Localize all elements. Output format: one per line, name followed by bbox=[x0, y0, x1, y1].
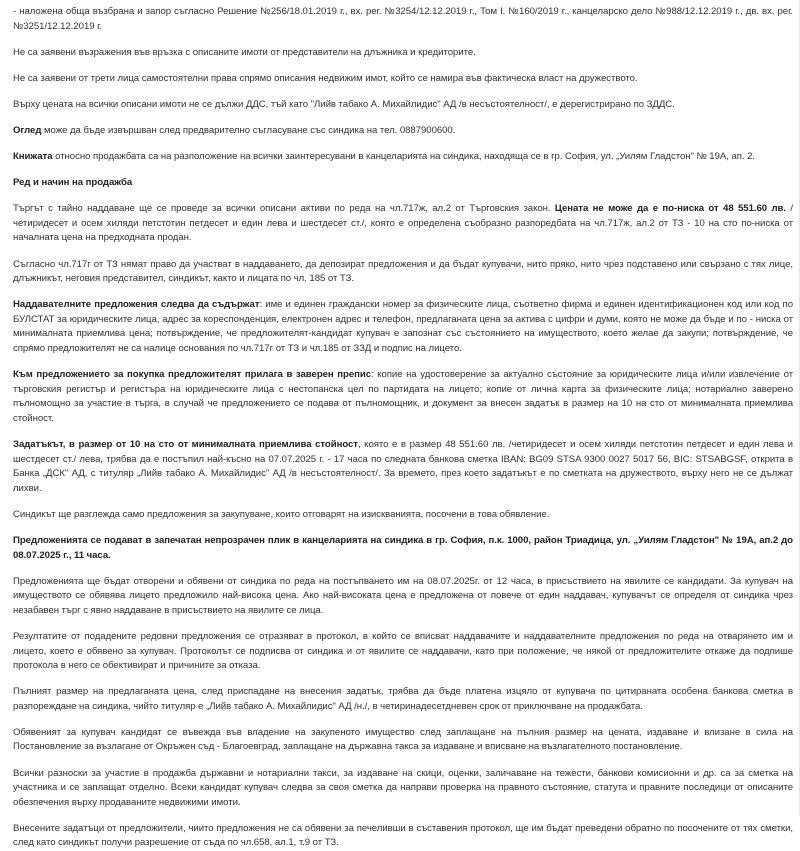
paragraph-inspection bbox=[13, 124, 793, 139]
paragraph-refund: Внесените задатъци от предложители, чиито предложения не са обявени за печеливши в съставения протокол, ще им бъдат преведени обратно по посочените от тях сметки, след като синдикът получи разрешение от съда по чл.658, ал.1, т.9 от ТЗ. bbox=[13, 822, 793, 849]
paragraph-excluded-bidders: Съгласно чл.717г от ТЗ нямат право да участват в наддаването, да депозират предложения и да бъдат купувачи, нито пряко, нито чрез подставено или свързано с тях лице, длъжникът, неговия представител, синдикът, както и лицата по чл. 185 от ТЗ. bbox=[13, 258, 793, 285]
documents-label: Книжата bbox=[13, 151, 53, 163]
paragraph-opening: Предложенията ще бъдат отворени и обявени от синдика по реда на постъпването им на 08.07.2025г. от 12 часа, в присъствието на явилите се кандидати. За купувач на имуществото се обявява лицето предложило най-висока цена. Ако най-високата цена е предложена от повече от един наддавач, купувачът се определя от синдика чрез незабавен търг с явно наддаване в присъствието на явилите се лица. bbox=[13, 575, 793, 616]
paragraph-payment: Пълният размер на предлаганата цена, след приспадане на внесения задатък, трябва да бъде платена изцяло от купувача по цитираната особена банкова сметка в разпореждане на синдика, чийто титуляр е „Лийв табако А. Михайлидис" АД /н./, в четиринадесетдневен срок от приключване на продажбата. bbox=[13, 686, 793, 712]
paragraph-auction-terms: Търгът с тайно наддаване ще се проведе за всички описани активи по реда на чл.717ж, ал.2 от Търговския закон. Цената не може да е по-ниска от 48 551.60 лв. / четиридесет и осем хиляди петстотин петдесет и един лева и шестдесет ст./, която е определена съобразно разпоредбата на чл.717ж, ал.2 от ТЗ - 10 на сто по-ниска от началната цена на предходната продан. bbox=[13, 203, 793, 244]
paragraph-documents bbox=[13, 150, 793, 165]
inspection-text: може да бъде извършван след предварително съгласуване със синдика на тел. 0887900600. bbox=[41, 124, 456, 136]
paragraph-vat: Върху цената на всички описани имоти не се дължи ДДС, тъй като "Лийв табако А. Михайлидис" АД /в несъстоятелност/, е дерегистрирано по ЗДДС. bbox=[13, 98, 675, 110]
paragraph-deposit: Задатъкът, в размер от 10 на сто от минималната приемлива стойност, която е в размер 48 551.60 лв. /четиридесет и осем хиляди петстотин петдесет и един лева и шестдесет ст./ лева, трябва да е постъпил най-късно на 07.07.2025 г. - 17 часа по следната банкова сметка IBAN: BG09 STSA 9300 0027 5017 56, BIC: STSABGSF, открита в Банка „ДСК" АД, с титуляр „Лийв табако А. Михайлидис" АД /в несъстоятелност/. За времето, през което задатъкът е по сметката на дружеството, върху него не се дължат лихви. bbox=[13, 438, 793, 494]
paragraph-possession: Обявеният за купувач кандидат се въвежда във владение на закупеното имущество след заплащане на пълния размер на цената, издаване и влизане в сила на Постановление за възлагане от Окръжен съд - Благоевград, заплащане на държавна такса за издаване и вписване на възлагателното постановление. bbox=[13, 726, 793, 753]
paragraph-no-objections: Не са заявени възражения във връзка с описаните имоти от представители на длъжника и кредиторите. bbox=[13, 46, 476, 58]
minimum-price: Цената не може да е по-ниска от 48 551.60 лв. bbox=[554, 203, 786, 215]
offer-contents-label: Наддавателните предложения следва да съдържат bbox=[13, 299, 260, 311]
paragraph-protocol: Резултатите от подадените редовни предложения се отразяват в протокол, в който се вписват наддавачите и наддавателните предложения по реда на отварянето им и лицето, което е обявено за купувач. Протоколът се подписва от синдика и от явилите се наддавачи, като при положение, че някой от предложителите откаже да подпише протокола в него се обективират и причините за отказа. bbox=[13, 630, 793, 672]
paragraph-no-third-party-rights: Не са заявени от трети лица самостоятелни права спрямо описания недвижим имот, който се намира във фактическа власт на дружеството. bbox=[13, 72, 638, 84]
inspection-label: Оглед bbox=[13, 124, 42, 136]
paragraph-review: Синдикът ще разглежда само предложения за закупуване, които отговарят на изискванията, посочени в това обявление. bbox=[13, 508, 550, 520]
paragraph-costs: Всички разноски за участие в продажба държавни и нотариални такси, за издаване на скици, оценки, заличаване на тежести, банкови комисионни и др. са за сметка на участника и се заплащат отделно. Всеки кандидат купувач следва за своя сметка да направи проверка на правното състояние, статута и правните последици от описаните обезпечения върху продаваните недвижими имоти. bbox=[13, 767, 793, 808]
paragraph-attachments: Към предложението за покупка предложителят прилага в заверен препис: копие на удостоверение за актуално състояние за юридическите лица и/или извлечение от търговския регистър и регистъра на юридическите лица с нестопанска цел по партидата на лицето; копие от лична карта за физическите лица; нотариално заверено пълномощно за участие в търга, в случай че предложението се подава от пълномощник, и документ за внесен задатък в размер на 10 на сто от минималната приемлива стойност. bbox=[13, 369, 793, 424]
paragraph-encumbrance: - наложена обща възбрана и запор съгласно Решение №256/18.01.2019 г., вх. рег. №3254/12.12.2019 г., Том I. №160/2019 г., канцеларско дело №988/12.12.2019 г., дв. вх. рег. №3251/12.12.2019 г. bbox=[13, 6, 793, 32]
attachments-label: Към предложението за покупка предложителят прилага в заверен препис bbox=[13, 369, 371, 381]
documents-text: относно продажбата са на разположение на всички заинтересувани в канцеларията на синдика, находяща се в гр. София, ул. „Уилям Гладстон" № 19А, ап. 2. bbox=[52, 151, 756, 163]
section-heading: Ред и начин на продажба bbox=[13, 177, 133, 189]
paragraph-submission: Предложенията се подават в запечатан непрозрачен плик в канцеларията на синдика в гр. София, п.к. 1000, район Триадица, ул. „Уилям Гладстон" № 19А, ап.2 до 08.07.2025 г., 11 часа. bbox=[13, 534, 793, 561]
deposit-label: Задатъкът, в размер от 10 на сто от минималната приемлива стойност bbox=[13, 438, 358, 450]
paragraph-offer-contents: Наддавателните предложения следва да съдържат: име и единен граждански номер за физическите лица, съответно фирма и единен идентификационен код или код по БУЛСТАТ за юридическите лица, адрес за кореспонденция, електронен адрес и телефон, предлаганата цена за актива с цифри и думи, която не може да бъде и по - ниска от минималната приемлива цена; потвърждение, че предложителят-кандидат купувач е запознат със състоянието на имуществото, което желае да закупи; потвърждение, че спрямо предложителят не са налице основания по чл.717г от ТЗ и чл.185 от ЗЗД и подпис на лицето. bbox=[13, 299, 793, 354]
